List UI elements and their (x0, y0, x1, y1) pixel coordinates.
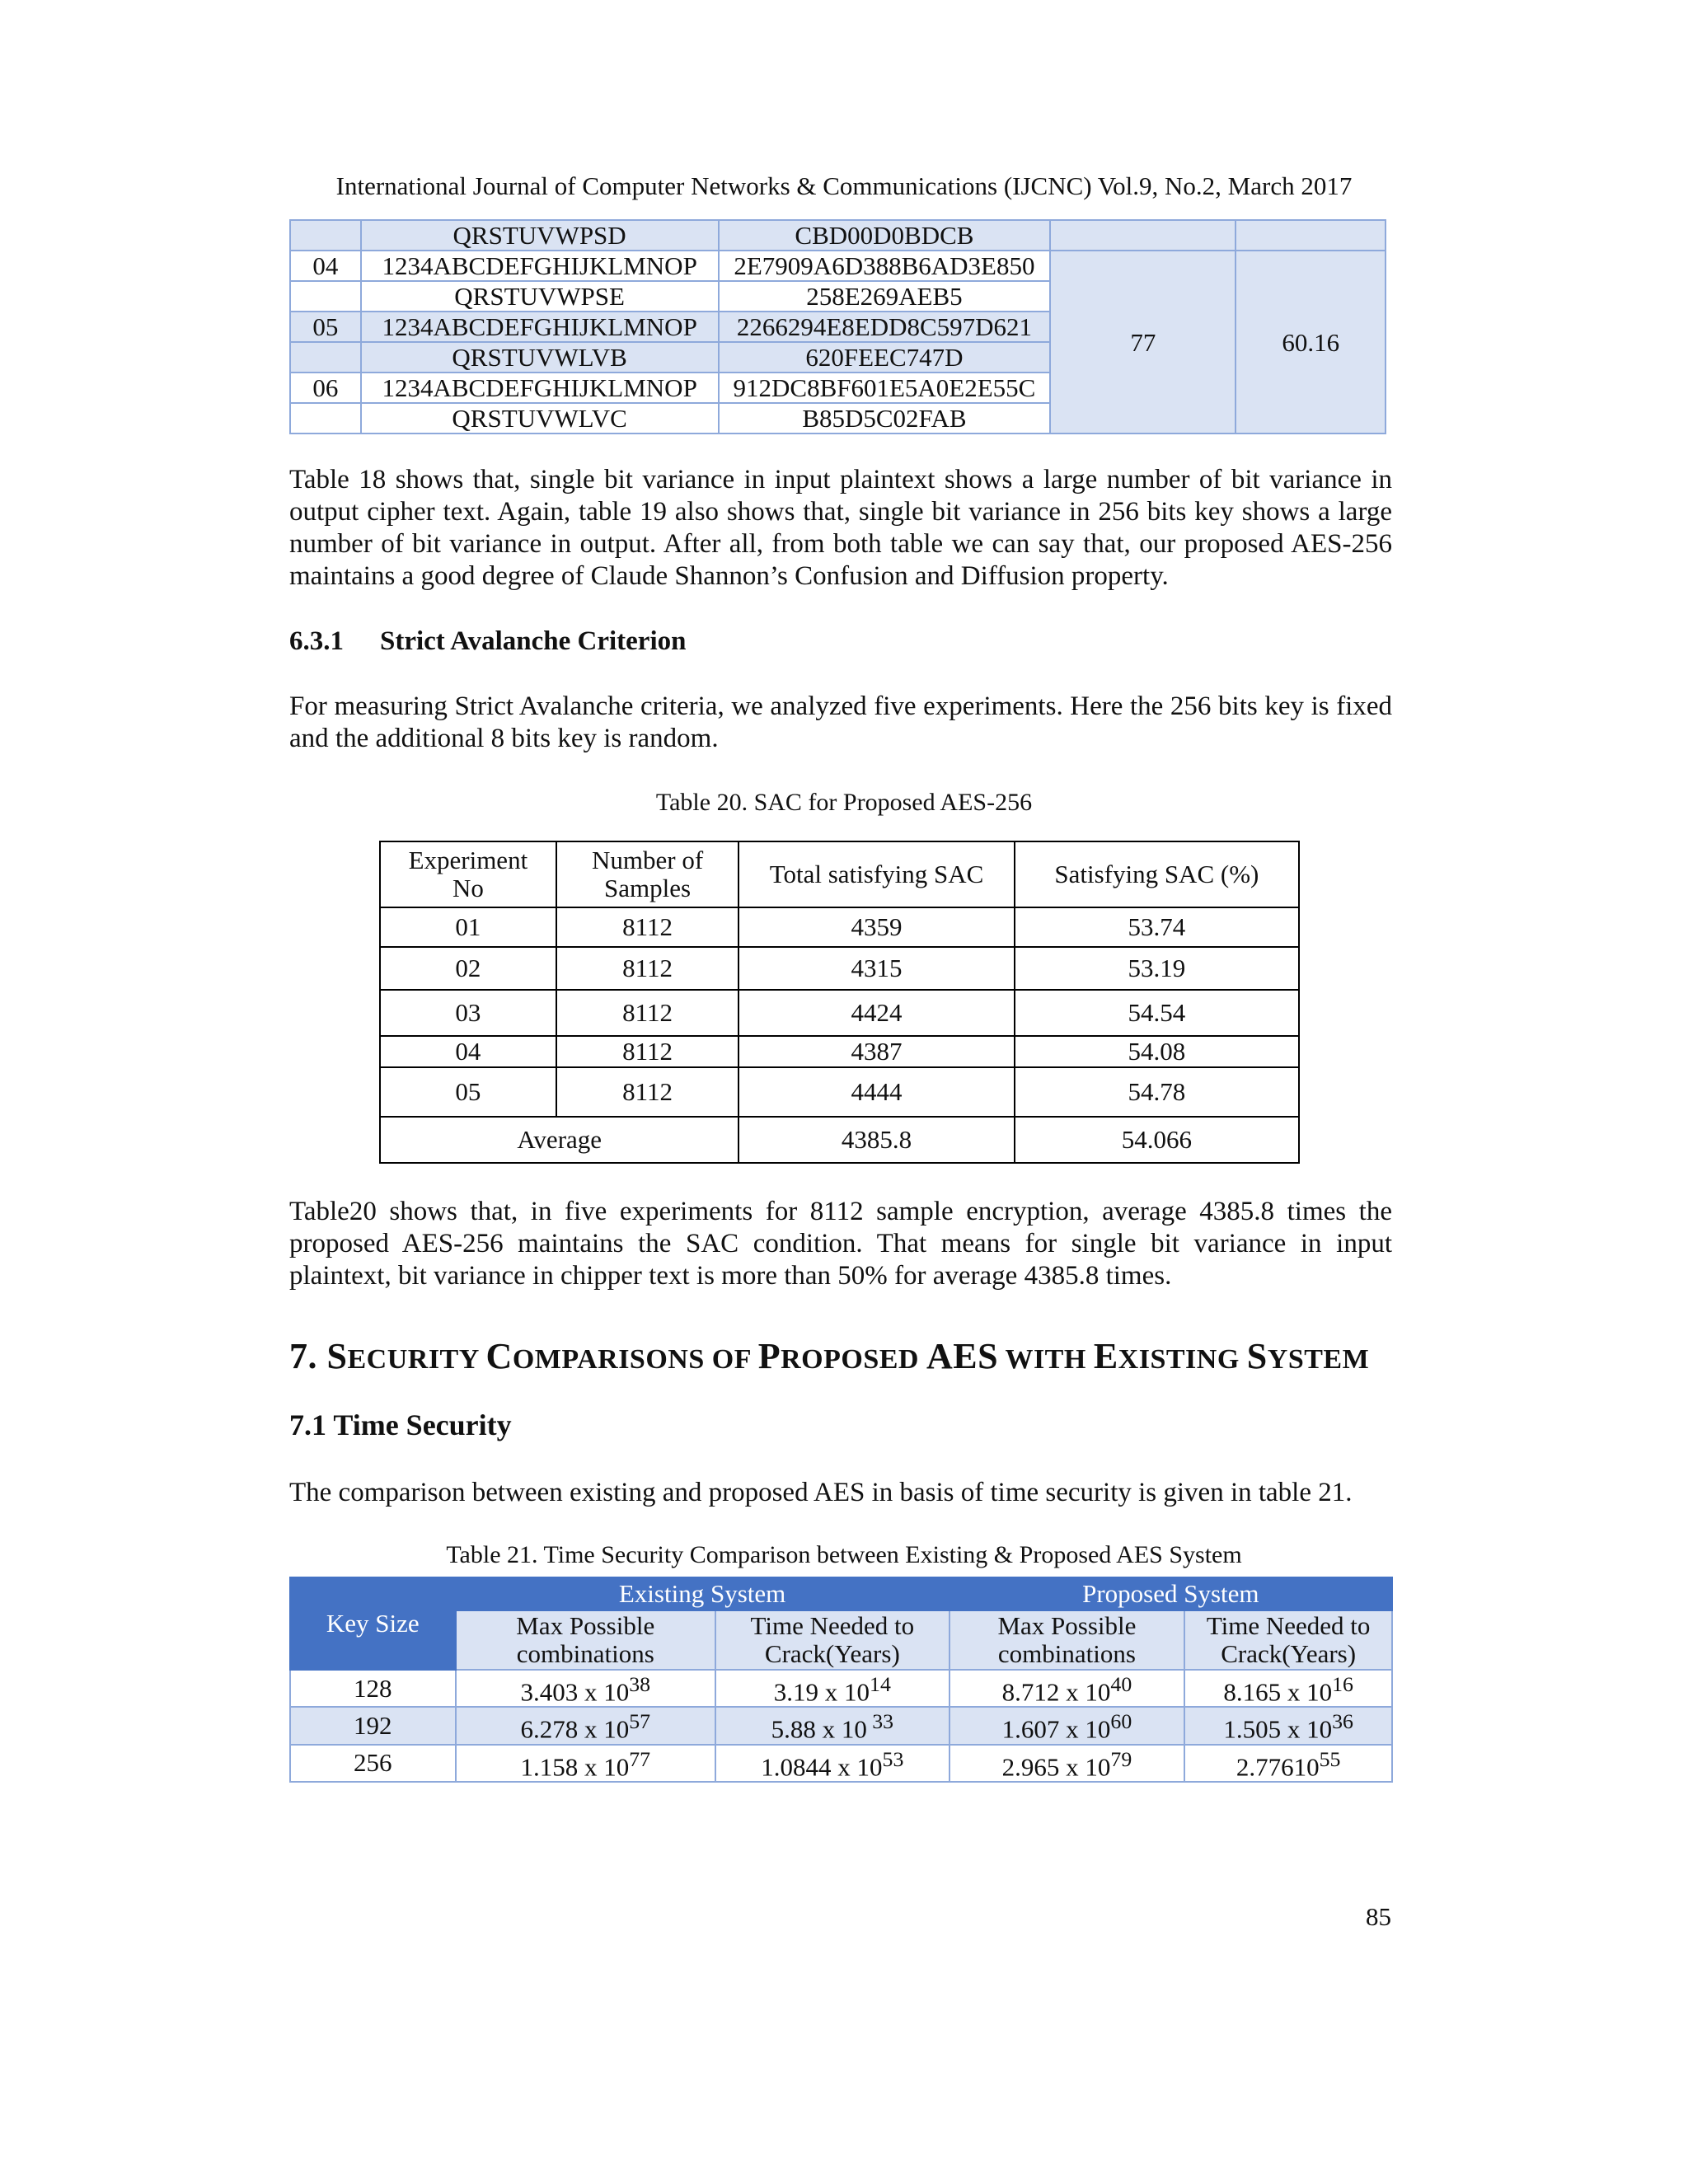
header-percent: Satisfying SAC (%) (1015, 841, 1299, 907)
cipher-cell: 2266294E8EDD8C597D621 (719, 312, 1051, 342)
average-total: 4385.8 (738, 1117, 1014, 1163)
section-heading-6-3-1 (289, 626, 686, 657)
existing-time-cell: 5.88 x 10 $^{33}$ (715, 1707, 950, 1744)
table-row (290, 1670, 1392, 1707)
table-row (290, 1745, 1392, 1782)
subheader-time-crack: Time Needed to Crack(Years) (1184, 1610, 1392, 1670)
table-row (290, 220, 1386, 251)
plaintext-cell: QRSTUVWPSD (361, 220, 719, 251)
header-experiment: Experiment No (380, 841, 556, 907)
proposed-max-cell: 8.712 x $10^{40}$ (950, 1670, 1185, 1707)
bits-changed-cell: 77 (1050, 251, 1236, 434)
table-21-caption: Table 21. Time Security Comparison between Existing & Proposed AES System (446, 1541, 1242, 1568)
experiment-no: 01 (380, 907, 556, 947)
plaintext-cell: 1234ABCDEFGHIJKLMNOP (361, 373, 719, 403)
header-proposed-system: Proposed System (950, 1577, 1392, 1610)
samples: 8112 (556, 907, 739, 947)
cipher-cell: 2E7909A6D388B6AD3E850 (719, 251, 1051, 281)
table-row (380, 990, 1299, 1036)
table-row (380, 947, 1299, 990)
percent-sac: 53.74 (1015, 907, 1299, 947)
proposed-time-cell: 2.77610$^{55}$ (1184, 1745, 1392, 1782)
header-key-size: Key Size (290, 1577, 456, 1670)
percent-sac: 54.78 (1015, 1067, 1299, 1117)
row-number: 06 (290, 373, 361, 403)
table-row (380, 907, 1299, 947)
table-header-row (380, 841, 1299, 907)
cipher-cell: CBD00D0BDCB (719, 220, 1051, 251)
samples: 8112 (556, 1067, 739, 1117)
total-sac: 4444 (738, 1067, 1014, 1117)
average-label: Average (380, 1117, 738, 1163)
journal-header: International Journal of Computer Networks & Communications (IJCNC) Vol.9, No.2, March 2017 (335, 171, 1353, 200)
percent-sac: 53.19 (1015, 947, 1299, 990)
section-heading-7-1: 7.1 Time Security (289, 1408, 512, 1441)
table-row (380, 1036, 1299, 1067)
table-row (290, 251, 1386, 281)
proposed-time-cell: 1.505 x $10^{36}$ (1184, 1707, 1392, 1744)
key-size-cell: 128 (290, 1670, 456, 1707)
cipher-cell: 258E269AEB5 (719, 281, 1051, 312)
page-number: 85 (1366, 1902, 1391, 1931)
cipher-cell: B85D5C02FAB (719, 403, 1051, 434)
plaintext-cell: 1234ABCDEFGHIJKLMNOP (361, 251, 719, 281)
subheader-max-combinations: Max Possible combinations (950, 1610, 1185, 1670)
total-sac: 4315 (738, 947, 1014, 990)
section-title: Strict Avalanche Criterion (380, 626, 687, 656)
plaintext-cell: 1234ABCDEFGHIJKLMNOP (361, 312, 719, 342)
subheader-time-crack: Time Needed to Crack(Years) (715, 1610, 950, 1670)
average-percent: 54.066 (1015, 1117, 1299, 1163)
paragraph-sac-intro: For measuring Strict Avalanche criteria, we analyzed five experiments. Here the 256 bits key is fixed and the additional 8 bits key is random. (289, 691, 1392, 753)
subheader-max-combinations: Max Possible combinations (456, 1610, 716, 1670)
existing-time-cell: 1.0844 x $10^{53}$ (715, 1745, 950, 1782)
cipher-cell: 912DC8BF601E5A0E2E55C (719, 373, 1051, 403)
paragraph-sac-result: Table20 shows that, in five experiments for 8112 sample encryption, average 4385.8 times the proposed AES-256 maintains the SAC condition. That means for single bit variance in input plaintext, bit variance in chipper text is more than 50% for average 4385.8 times. (289, 1197, 1392, 1291)
key-size-cell: 256 (290, 1745, 456, 1782)
paragraph-confusion-diffusion: Table 18 shows that, single bit variance in input plaintext shows a large number of bit variance in output cipher text. Again, table 19 also shows that, single bit variance in 256 bits key shows a large number of bit variance in output. After all, from both table we can say that, our proposed AES-256 maintains a good degree of Claude Shannon’s Confusion and Diffusion property. (289, 465, 1392, 591)
table-row (380, 1067, 1299, 1117)
table-average-row (380, 1117, 1299, 1163)
table-subheader-row (290, 1610, 1392, 1670)
row-number: 04 (290, 251, 361, 281)
total-sac: 4387 (738, 1036, 1014, 1067)
plaintext-cell: QRSTUVWPSE (361, 281, 719, 312)
experiment-no: 03 (380, 990, 556, 1036)
plaintext-cell: QRSTUVWLVC (361, 403, 719, 434)
table-row (290, 1707, 1392, 1744)
table-19-continued (289, 219, 1386, 434)
existing-max-cell: 1.158 x $10^{77}$ (456, 1745, 716, 1782)
proposed-max-cell: 1.607 x $10^{60}$ (950, 1707, 1185, 1744)
table-20-sac (379, 841, 1300, 1164)
key-size-cell: 192 (290, 1707, 456, 1744)
existing-max-cell: 3.403 x $10^{38}$ (456, 1670, 716, 1707)
row-number: 05 (290, 312, 361, 342)
section-heading-7: 7. SECURITY COMPARISONS OF PROPOSED AES WITH EXISTING SYSTEM (289, 1336, 1370, 1376)
table-20-caption: Table 20. SAC for Proposed AES-256 (655, 789, 1033, 816)
header-total: Total satisfying SAC (738, 841, 1014, 907)
proposed-max-cell: 2.965 x $10^{79}$ (950, 1745, 1185, 1782)
section-number: 6.3.1 (289, 626, 344, 656)
experiment-no: 02 (380, 947, 556, 990)
table-header-row (290, 1577, 1392, 1610)
proposed-time-cell: 8.165 x $10^{16}$ (1184, 1670, 1392, 1707)
percent-sac: 54.54 (1015, 990, 1299, 1036)
table-21-time-security (289, 1577, 1393, 1783)
samples: 8112 (556, 990, 739, 1036)
existing-max-cell: 6.278 x $10^{57}$ (456, 1707, 716, 1744)
total-sac: 4424 (738, 990, 1014, 1036)
plaintext-cell: QRSTUVWLVB (361, 342, 719, 373)
cipher-cell: 620FEEC747D (719, 342, 1051, 373)
paragraph-time-security: The comparison between existing and proposed AES in basis of time security is given in table 21. (289, 1478, 1353, 1507)
percent-sac: 54.08 (1015, 1036, 1299, 1067)
header-samples: Number of Samples (556, 841, 739, 907)
experiment-no: 04 (380, 1036, 556, 1067)
samples: 8112 (556, 1036, 739, 1067)
header-existing-system: Existing System (456, 1577, 950, 1610)
total-sac: 4359 (738, 907, 1014, 947)
existing-time-cell: 3.19 x $10^{14}$ (715, 1670, 950, 1707)
percentage-cell: 60.16 (1236, 251, 1386, 434)
experiment-no: 05 (380, 1067, 556, 1117)
samples: 8112 (556, 947, 739, 990)
